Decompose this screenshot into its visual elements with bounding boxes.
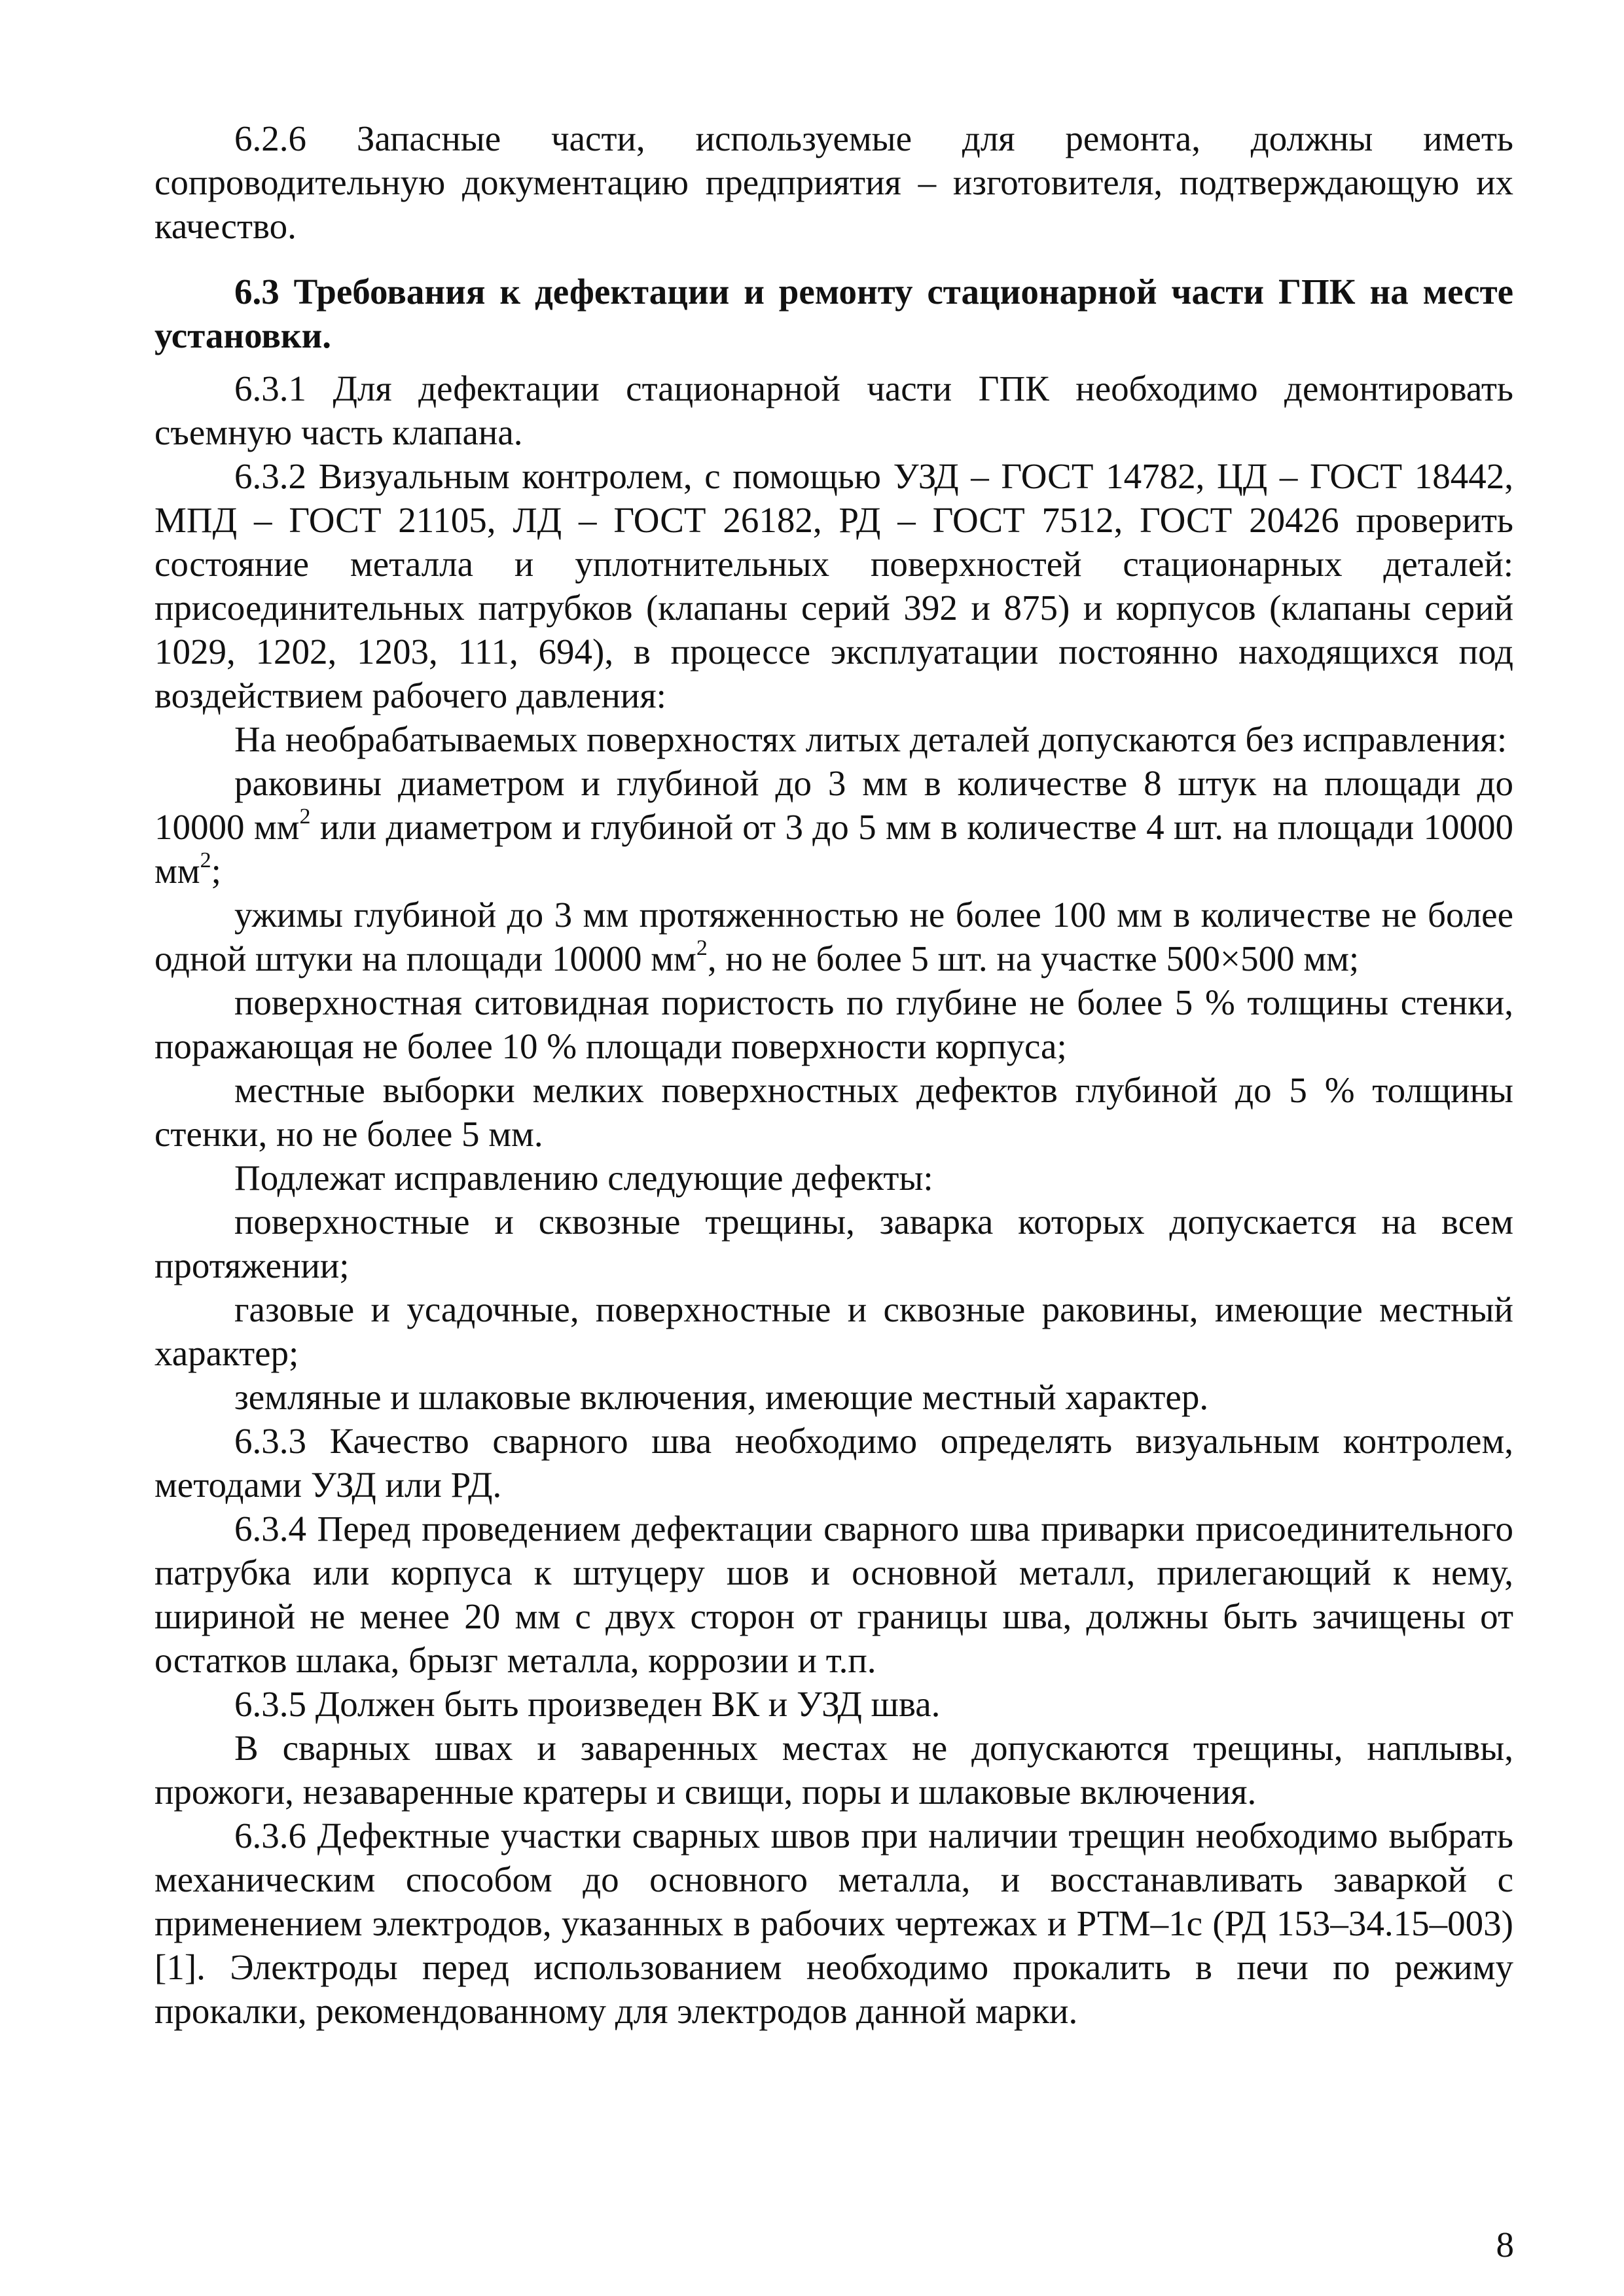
page-number: 8 xyxy=(1496,2225,1514,2265)
paragraph-shrinkage xyxy=(154,893,1513,980)
shrinkage-text-2: , но не более 5 шт. на участке 500×500 мм; xyxy=(707,939,1360,978)
paragraph-6-3-2: 6.3.2 Визуальным контролем, с помощью УЗД – ГОСТ 14782, ЦД – ГОСТ 18442, МПД – ГОСТ 21105, ЛД – ГОСТ 26182, РД – ГОСТ 7512, ГОСТ 20426 проверить состояние металла и уплотнительных поверхностей стационарных деталей: присоединительных патрубков (клапаны серий 392 и 875) и корпусов (клапаны серий 1029, 1202, 1203, 111, 694), в процессе эксплуатации постоянно находящихся под воздействием рабочего давления: xyxy=(154,456,1513,715)
paragraph-porosity: поверхностная ситовидная пористость по глубине не более 5 % толщины стенки, поражающая не более 10 % площади поверхности корпуса; xyxy=(154,982,1513,1066)
superscript-2: 2 xyxy=(200,848,211,872)
paragraph-6-3-3: 6.3.3 Качество сварного шва необходимо определять визуальным контролем, методами УЗД или РД. xyxy=(154,1421,1513,1505)
paragraph-6-3-1: 6.3.1 Для дефектации стационарной части ГПК необходимо демонтировать съемную часть клапана. xyxy=(154,368,1513,452)
paragraph-cavities xyxy=(154,761,1513,893)
paragraph-6-2-6: 6.2.6 Запасные части, используемые для ремонта, должны иметь сопроводительную документацию предприятия – изготовителя, подтверждающую их качество. xyxy=(154,118,1513,246)
paragraph-6-3-4: 6.3.4 Перед проведением дефектации сварного шва приварки присоединительного патрубка или корпуса к штуцеру шов и основной металл, прилегающий к нему, шириной не менее 20 мм с двух сторон от границы шва, должны быть зачищены от остатков шлака, брызг металла, коррозии и т.п. xyxy=(154,1509,1513,1680)
paragraph-6-3-6: 6.3.6 Дефектные участки сварных швов при наличии трещин необходимо выбрать механическим способом до основного металла, и восстанавливать заваркой с применением электродов, указанных в рабочих чертежах и РТМ–1с (РД 153–34.15–003) [1]. Электроды перед использованием необходимо прокалить в печи по режиму прокалки, рекомендованному для электродов данной марки. xyxy=(154,1816,1513,2031)
cavities-text-1: раковины диаметром и глубиной до 3 мм в количестве 8 штук на площади до 10000 мм xyxy=(154,763,1513,847)
paragraph-defects-to-fix-intro: Подлежат исправлению следующие дефекты: xyxy=(234,1158,933,1198)
paragraph-allowed-defects-intro: На необрабатываемых поверхностях литых деталей допускаются без исправления: xyxy=(234,719,1507,759)
superscript-2: 2 xyxy=(696,936,708,960)
paragraph-inclusions: земляные и шлаковые включения, имеющие местный характер. xyxy=(234,1377,1209,1417)
paragraph-6-3-5: 6.3.5 Должен быть произведен ВК и УЗД шва. xyxy=(234,1684,941,1724)
cavities-text-3: ; xyxy=(211,851,221,891)
superscript-2: 2 xyxy=(299,804,311,829)
shrinkage-text-1: ужимы глубиной до 3 мм протяженностью не более 100 мм в количестве не более одной штуки на площади 10000 мм xyxy=(154,895,1513,978)
paragraph-gas-cavities: газовые и усадочные, поверхностные и сквозные раковины, имеющие местный характер; xyxy=(154,1289,1513,1373)
paragraph-weld-restrictions: В сварных швах и заваренных местах не допускаются трещины, наплывы, прожоги, незаваренные кратеры и свищи, поры и шлаковые включения. xyxy=(154,1728,1513,1812)
paragraph-local-samples: местные выборки мелких поверхностных дефектов глубиной до 5 % толщины стенки, но не более 5 мм. xyxy=(154,1070,1513,1154)
paragraph-cracks: поверхностные и сквозные трещины, заварка которых допускается на всем протяжении; xyxy=(154,1202,1513,1285)
document-page xyxy=(154,117,1513,2033)
cavities-text-2: или диаметром и глубиной от 3 до 5 мм в количестве 4 шт. на площади 10000 мм xyxy=(154,807,1513,891)
section-heading-6-3: 6.3 Требования к дефектации и ремонту стационарной части ГПК на месте установки. xyxy=(154,272,1513,355)
